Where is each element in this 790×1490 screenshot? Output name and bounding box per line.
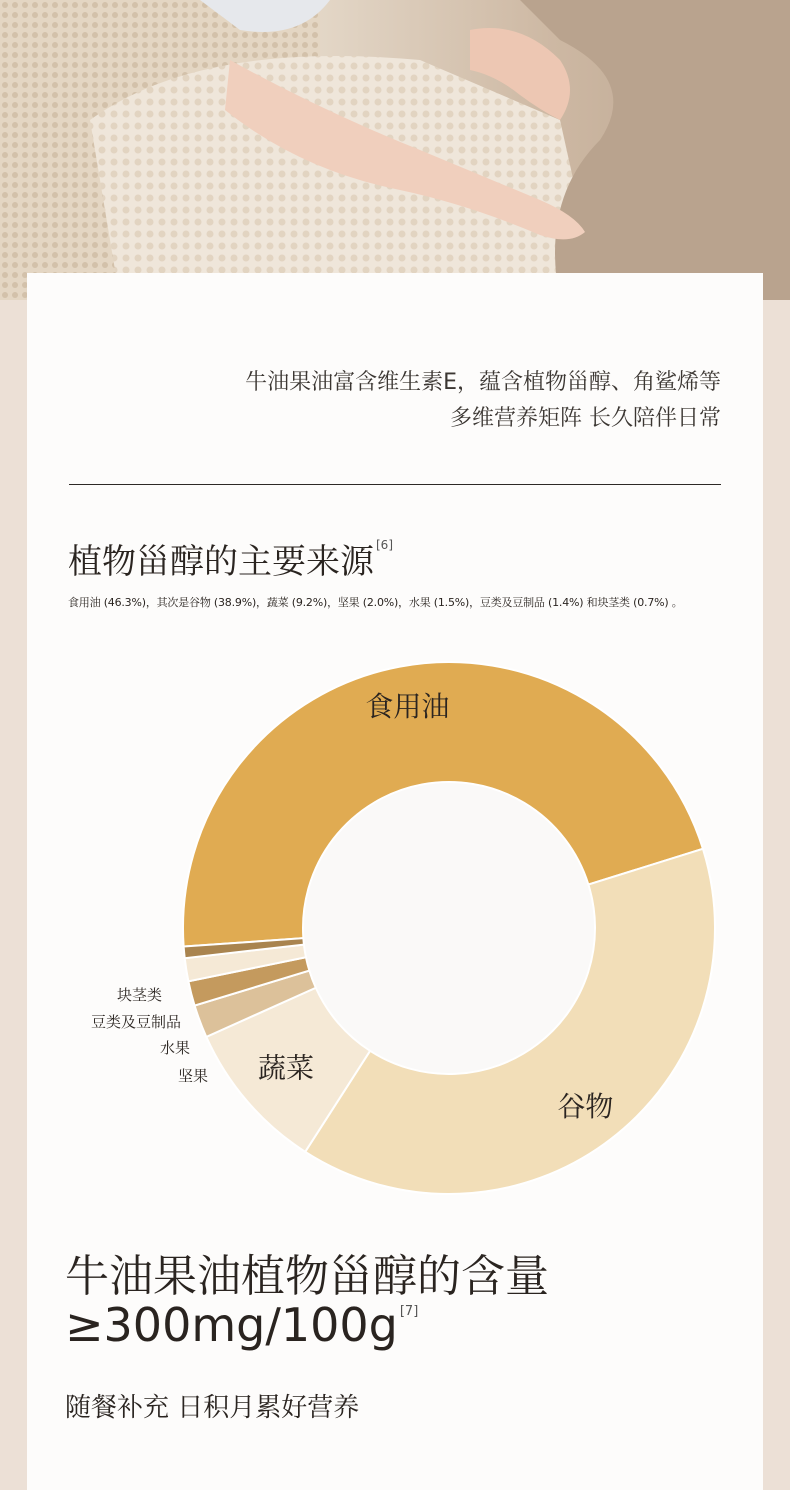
headline-value: ≥300mg/100g [65, 1298, 398, 1352]
headline-line-1: 牛油果油植物甾醇的含量 [65, 1251, 549, 1302]
slice-label-1: 谷物 [557, 1089, 614, 1123]
section-title [68, 534, 393, 583]
donut-chart [0, 640, 790, 1230]
source-note: 食用油 (46.3%)，其次是谷物 (38.9%)，蔬菜 (9.2%)，坚果 (2.0%)，水果 (1.5%)，豆类及豆制品 (1.4%) 和块茎类 (0.7%) 。 [68, 596, 683, 609]
section-ref: [6] [376, 538, 393, 552]
slice-label-3: 坚果 [177, 1067, 208, 1085]
hero-photo [0, 0, 790, 300]
slice-label-5: 豆类及豆制品 [90, 1013, 181, 1031]
intro-line-1: 牛油果油富含维生素E，蕴含植物甾醇、角鲨烯等 [245, 370, 721, 395]
donut-hole [304, 783, 594, 1073]
divider [69, 484, 721, 485]
hero-illustration [0, 0, 790, 300]
slice-label-6: 块茎类 [116, 986, 162, 1004]
slice-label-2: 蔬菜 [258, 1051, 315, 1085]
headline-ref: [7] [399, 1304, 419, 1319]
slice-label-0: 食用油 [365, 689, 450, 723]
headline-line-2 [65, 1298, 418, 1352]
tagline: 随餐补充 日积月累好营养 [65, 1393, 360, 1423]
slice-label-4: 水果 [159, 1039, 190, 1057]
section-title-text: 植物甾醇的主要来源 [68, 542, 374, 582]
intro-text [245, 365, 721, 437]
intro-line-2: 多维营养矩阵 长久陪伴日常 [450, 406, 721, 431]
